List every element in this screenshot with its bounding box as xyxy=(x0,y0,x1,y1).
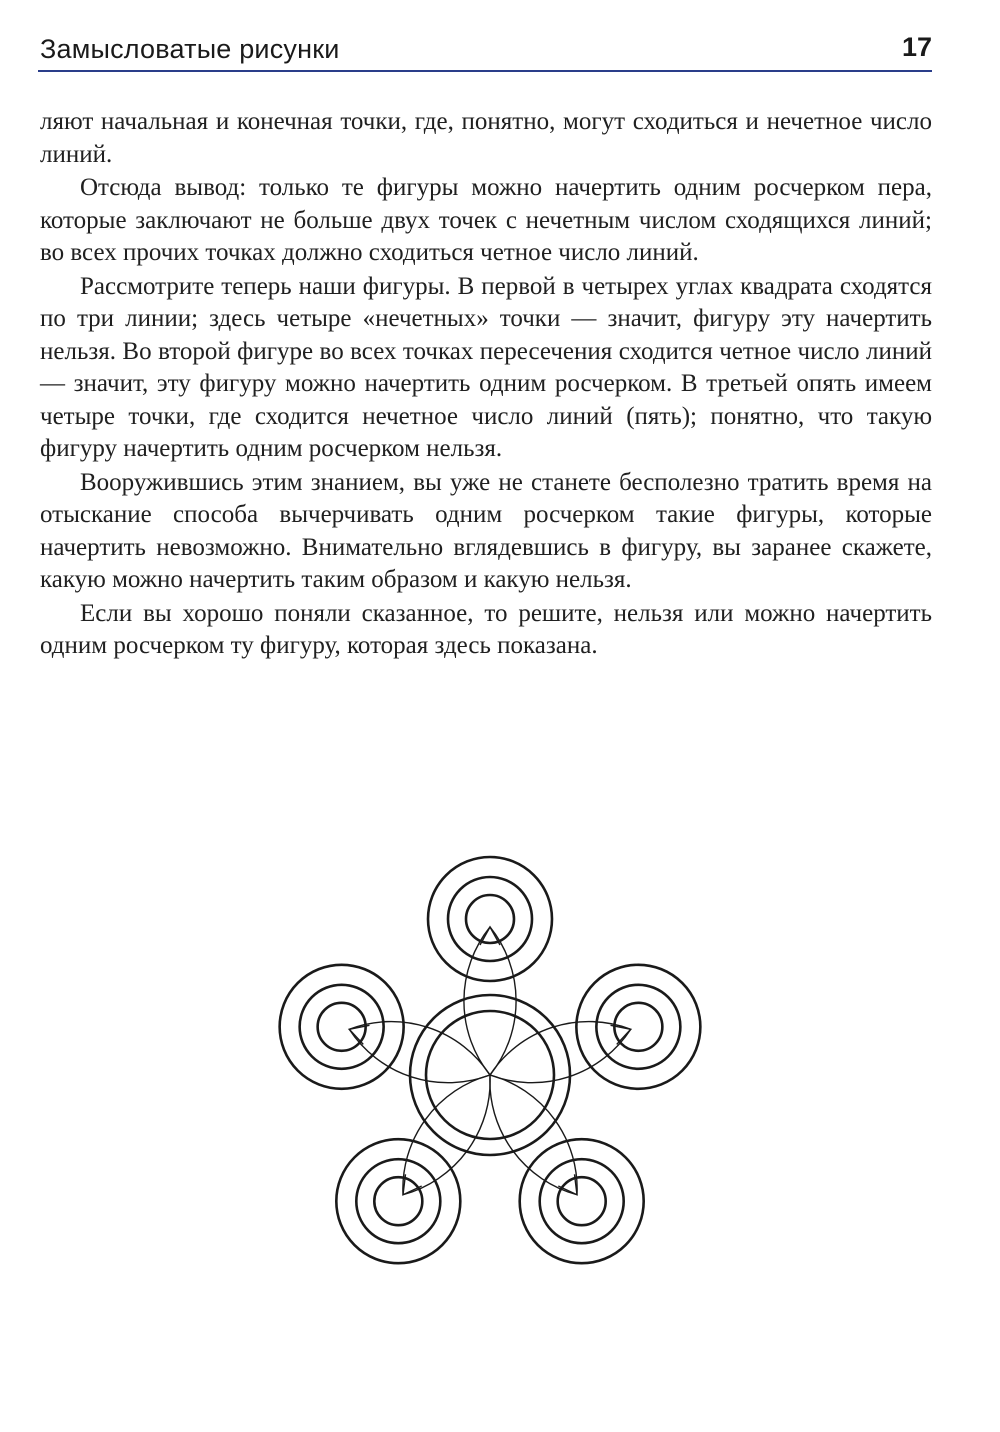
satellite-ring-middle xyxy=(540,1159,624,1243)
paragraph-3: Рассмотрите теперь наши фигуры. В первой в четырех углах квадрата сходятся по три линии; здесь четыре «нечетных» точки — значит, фигуру эту начертить нельзя. Во второй фигуре во всех точках пересечения сходится четное число линий — значит, эту фигуру можно начертить одним росчерком. В третьей опять имеем четыре точки, где сходится нечетное число линий (пять); понятно, что такую фигуру начертить одним росчерком нельзя. xyxy=(40,272,932,462)
satellite-ring-middle xyxy=(356,1159,440,1243)
satellite-ring-outer xyxy=(428,857,552,981)
running-header xyxy=(38,30,932,72)
body-text xyxy=(40,106,932,664)
paragraph-2: Отсюда вывод: только те фигуры можно начертить одним росчерком пера, которые заключают не больше двух точек с нечетным числом сходящихся линий; во всех прочих точках должно сходиться четное число линий. xyxy=(40,174,932,266)
satellite-ring-outer xyxy=(576,965,700,1089)
satellite-ring-inner xyxy=(374,1177,422,1225)
puzzle-figure-drawing xyxy=(270,855,710,1295)
satellite-ring-outer xyxy=(336,1139,460,1263)
petal-arc xyxy=(464,927,490,1075)
satellite-ring-inner xyxy=(466,895,514,943)
petal-arc xyxy=(490,927,516,1075)
satellite-ring-outer xyxy=(280,965,404,1089)
petal-arc xyxy=(490,1022,631,1075)
satellite-ring-outer xyxy=(520,1139,644,1263)
paragraph-5: Если вы хорошо поняли сказанное, то решите, нельзя или можно начертить одним росчерком ту фигуру, которая здесь показана. xyxy=(40,599,932,659)
petal-arc xyxy=(349,1022,490,1075)
satellite-ring-middle xyxy=(300,985,384,1069)
running-title: Замысловатые рисунки xyxy=(40,34,340,64)
satellite-ring-middle xyxy=(448,877,532,961)
satellite-ring-inner xyxy=(558,1177,606,1225)
paragraph-4: Вооружившись этим знанием, вы уже не станете бесполезно тратить время на отыскание способа вычерчивать одним росчерком такие фигуры, которые начертить невозможно. Внимательно вглядевшись в фигуру, вы заранее скажете, какую можно начертить таким образом и какую нельзя. xyxy=(40,468,932,593)
page-number: 17 xyxy=(901,32,932,62)
satellite-ring-middle xyxy=(596,985,680,1069)
puzzle-figure xyxy=(270,855,710,1295)
paragraph-1: ляют начальная и конечная точки, где, понятно, могут сходиться и нечетное число линий. xyxy=(40,108,932,168)
